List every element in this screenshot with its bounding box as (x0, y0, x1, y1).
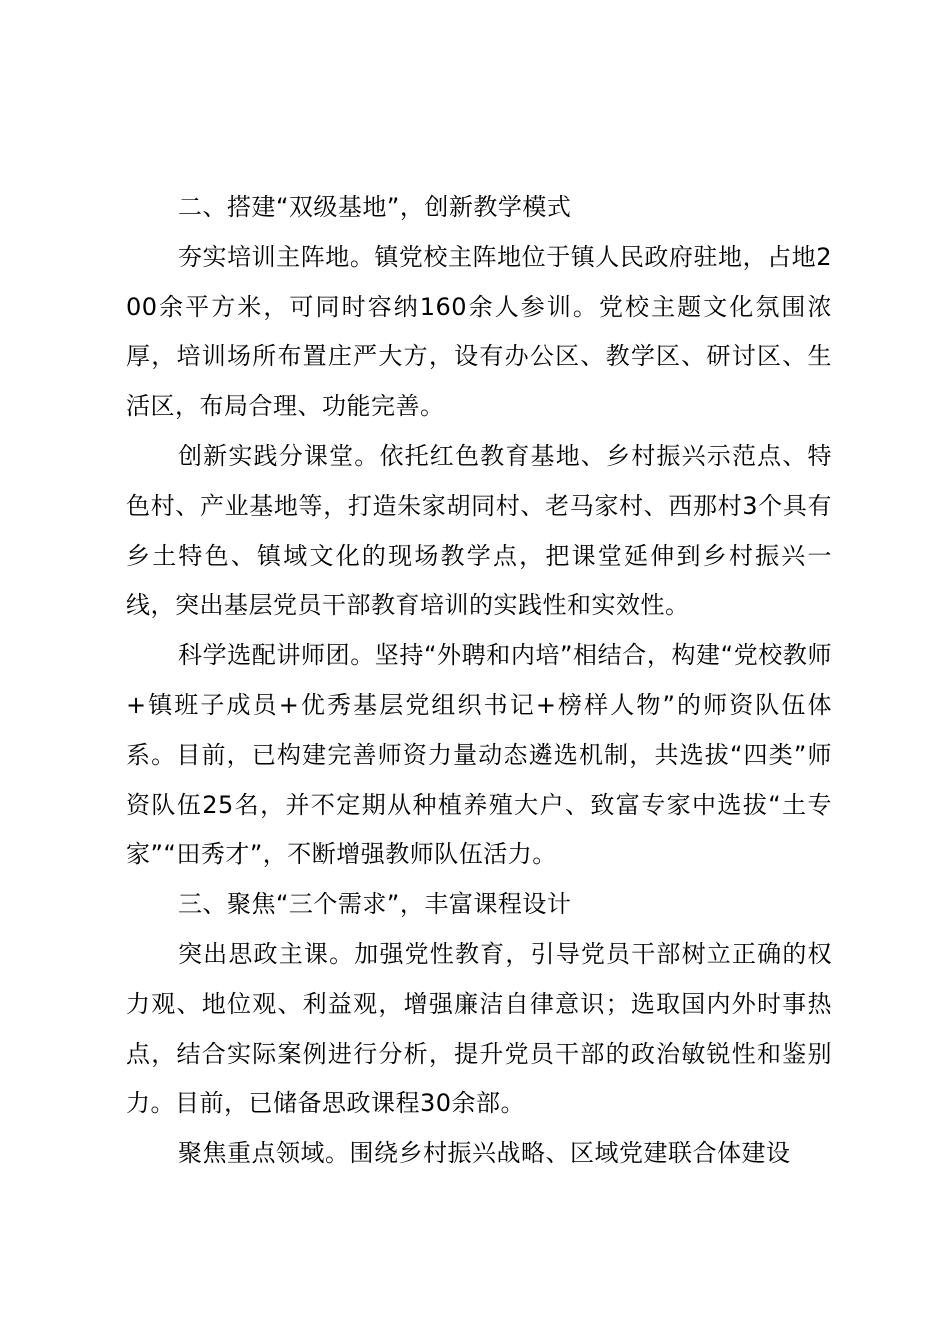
section-heading-2: 二、搭建“双级基地”，创新教学模式 (178, 193, 572, 221)
paragraph-political-course: 突出思政主课。加强党性教育，引导党员干部树立正确的权力观、地位观、利益观，增强廉洁自律意识；选取国内外时事热点，结合实际案例进行分析，提升党员干部的政治敏锐性和鉴别力。目前，已储备思政课程30余部。 (126, 939, 832, 1118)
paragraph-training-base: 夯实培训主阵地。镇党校主阵地位于镇人民政府驻地，占地200余平方米，可同时容纳160余人参训。党校主题文化氛围浓厚，培训场所布置庄严大方，设有办公区、教学区、研讨区、生活区，布局合理、功能完善。 (126, 242, 832, 421)
document-body (126, 183, 832, 1179)
section-heading-3: 三、聚焦“三个需求”，丰富课程设计 (178, 890, 572, 919)
paragraph-practice-classroom: 创新实践分课堂。依托红色教育基地、乡村振兴示范点、特色村、产业基地等，打造朱家胡同村、老马家村、西那村3个具有乡土特色、镇域文化的现场教学点，把课堂延伸到乡村振兴一线，突出基层党员干部教育培训的实践性和实效性。 (126, 441, 832, 620)
paragraph-lecturer-team: 科学选配讲师团。坚持“外聘和内培”相结合，构建“党校教师+镇班子成员+优秀基层党组织书记+榜样人物”的师资队伍体系。目前，已构建完善师资力量动态遴选机制，共选拔“四类”师资队伍25名，并不定期从种植养殖大户、致富专家中选拔“土专家”“田秀才”，不断增强教师队伍活力。 (126, 641, 832, 869)
paragraph-key-areas: 聚焦重点领域。围绕乡村振兴战略、区域党建联合体建设 (178, 1139, 791, 1168)
